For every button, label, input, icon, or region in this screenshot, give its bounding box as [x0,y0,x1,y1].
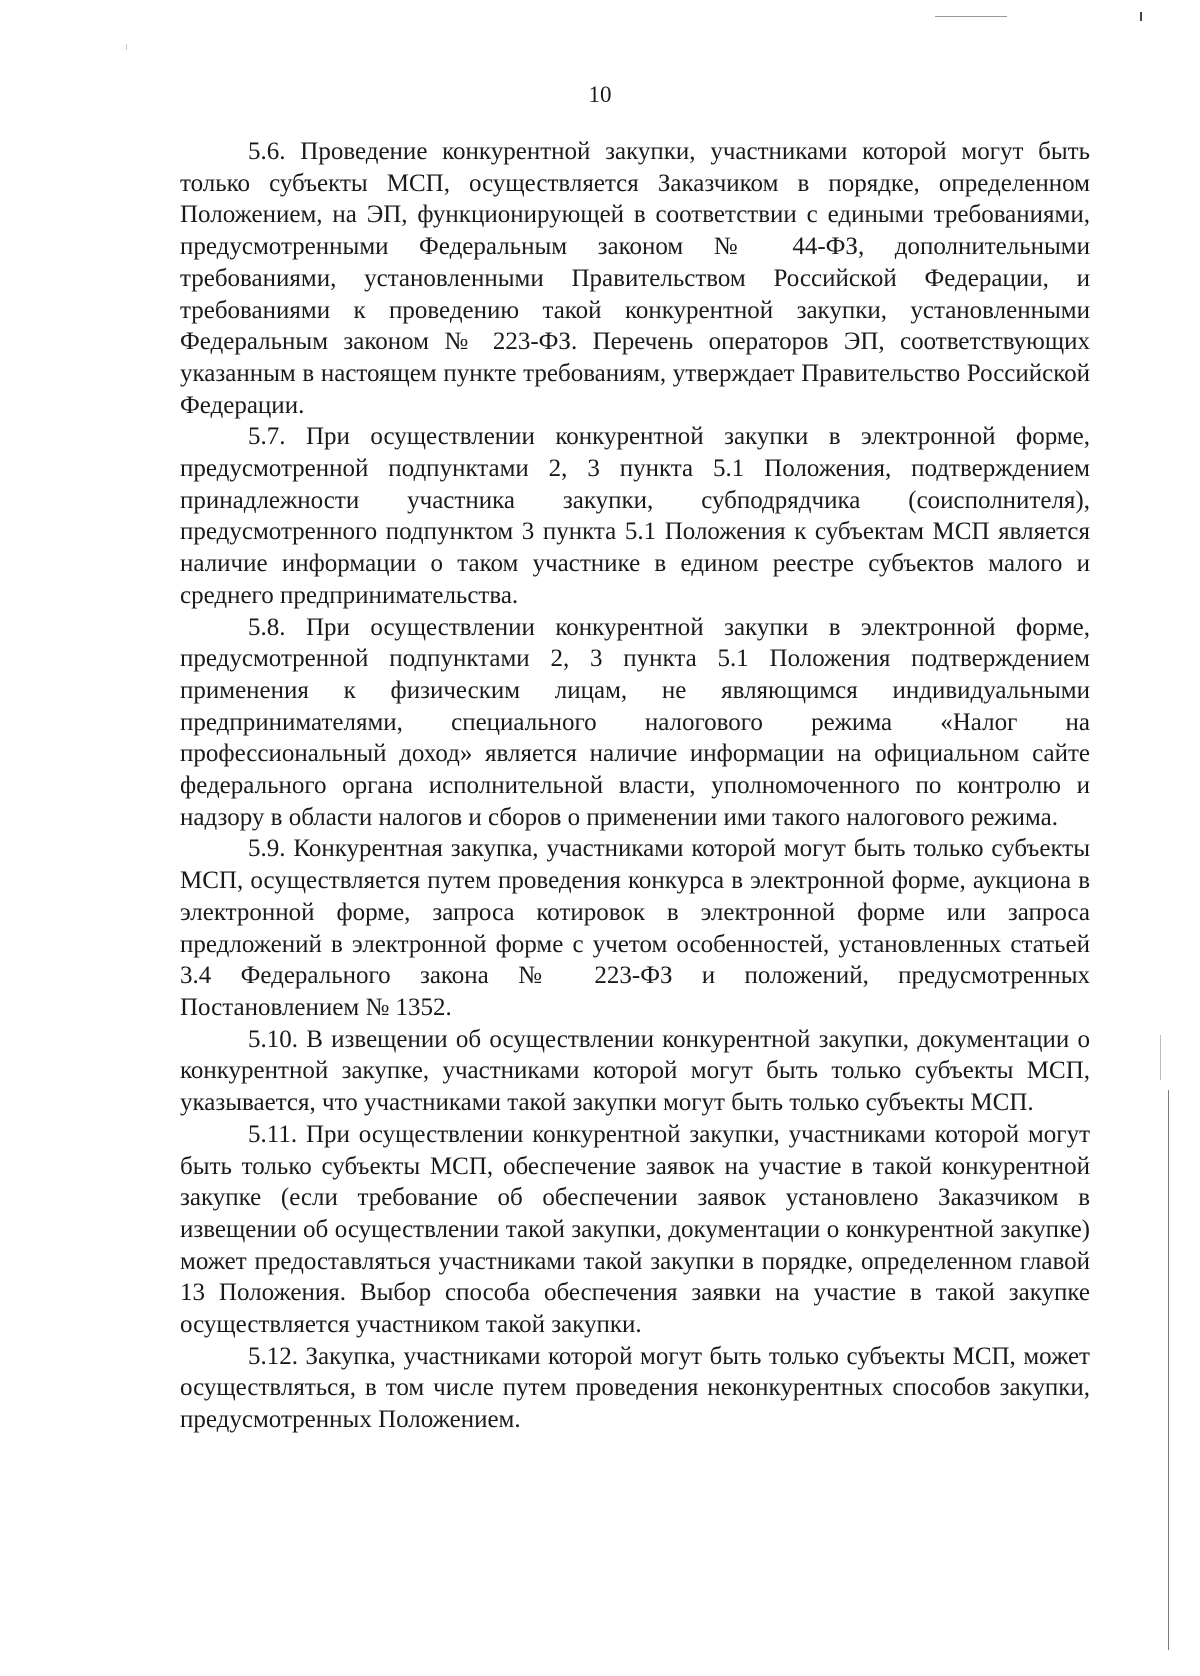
scan-artifact-right-edge [1168,1090,1169,1650]
paragraph-5-11: 5.11. При осуществлении конкурентной закупки, участниками которой могут быть только субъекты МСП, обеспечение заявок на участие в такой конкурентной закупке (если требование об обеспечении заявок установлено Заказчиком в извещении об осуществлении такой закупки, документации о конкурентной закупке) может предоставляться участниками такой закупки в порядке, определенном главой 13 Положения. Выбор способа обеспечения заявки на участие в такой закупке осуществляется участником такой закупки. [180,1120,1090,1339]
scan-artifact-top [935,16,1007,17]
scan-artifact-right-short [1160,1035,1161,1080]
scan-artifact-left [126,44,127,50]
paragraph-5-12: 5.12. Закупка, участниками которой могут быть только субъекты МСП, может осуществляться, в том числе путем проведения неконкурентных способов закупки, предусмотренных Положением. [180,1342,1090,1434]
paragraph-5-7: 5.7. При осуществлении конкурентной закупки в электронной форме, предусмотренной подпунктами 2, 3 пункта 5.1 Положения, подтверждением принадлежности участника закупки, субподрядчика (соисполнителя), предусмотренного подпунктом 3 пункта 5.1 Положения к субъектам МСП является наличие информации о таком участнике в едином реестре субъектов малого и среднего предпринимательства. [180,423,1090,609]
paragraph-5-6: 5.6. Проведение конкурентной закупки, участниками которой могут быть только субъекты МСП, осуществляется Заказчиком в порядке, определенном Положением, на ЭП, функционирующей в соответствии с едиными требованиями, предусмотренными Федеральным законом № 44-ФЗ, дополнительными требованиями, установленными Правительством Российской Федерации, и требованиями к проведению такой конкурентной закупки, установленными Федеральным законом № 223-ФЗ. Перечень операторов ЭП, соответствующих указанным в настоящем пункте требованиям, утверждает Правительство Российской Федерации. [180,138,1090,419]
page-number: 10 [588,82,612,107]
document-body [180,136,1090,1436]
scan-artifact-top-tick [1140,12,1142,21]
paragraph-5-8: 5.8. При осуществлении конкурентной закупки в электронной форме, предусмотренной подпунктами 2, 3 пункта 5.1 Положения подтверждением применения к физическим лицам, не являющимся индивидуальными предпринимателями, специального налогового режима «Налог на профессиональный доход» является наличие информации на официальном сайте федерального органа исполнительной власти, уполномоченного по контролю и надзору в области налогов и сборов о применении ими такого налогового режима. [180,613,1090,831]
paragraph-5-10: 5.10. В извещении об осуществлении конкурентной закупки, документации о конкурентной закупке, участниками которой могут быть только субъекты МСП, указывается, что участниками такой закупки могут быть только субъекты МСП. [180,1025,1090,1117]
paragraph-5-9: 5.9. Конкурентная закупка, участниками которой могут быть только субъекты МСП, осуществляется путем проведения конкурса в электронной форме, аукциона в электронной форме, запроса котировок в электронной форме или запроса предложений в электронной форме с учетом особенностей, установленных статьей 3.4 Федерального закона № 223-ФЗ и положений, предусмотренных Постановлением № 1352. [180,835,1090,1021]
